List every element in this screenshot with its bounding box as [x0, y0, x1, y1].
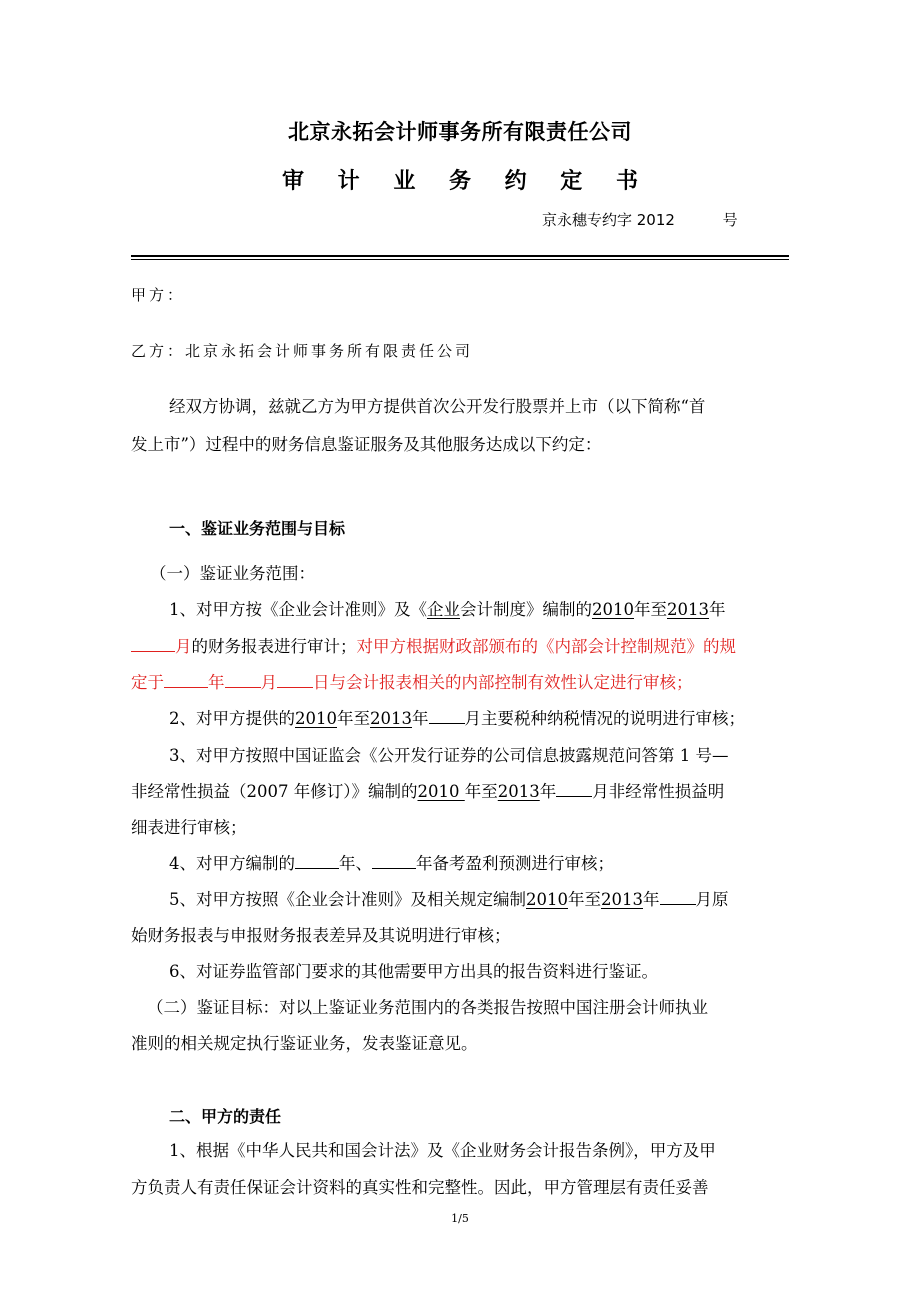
- blank-month: [131, 637, 175, 652]
- scope-subheading: （一）鉴证业务范围：: [150, 564, 315, 583]
- header-rule-thin: [131, 259, 789, 260]
- scope-item-6: 6、对证券监管部门要求的其他需要甲方出具的报告资料进行鉴证。: [169, 962, 658, 981]
- scope-item-3-line-2: 非经常性损益（2007 年修订）》编制的2010 年至2013年 月非经常性损益明: [131, 782, 725, 801]
- document-title: 审 计 业 务 约 定 书: [282, 169, 651, 194]
- blank-day: [277, 673, 313, 688]
- scope-item-5-line-1: 5、对甲方按照《企业会计准则》及相关规定编制2010年至2013年 月原: [169, 890, 729, 909]
- responsibility-line-2: 方负责人有责任保证会计资料的真实性和完整性。因此，甲方管理层有责任妥善: [131, 1178, 709, 1197]
- objective-line-2: 准则的相关规定执行鉴证业务，发表鉴证意见。: [131, 1034, 478, 1053]
- blank-month: [556, 782, 592, 797]
- blank-year: [164, 673, 208, 688]
- objective-line-1: （二）鉴证目标：对以上鉴证业务范围内的各类报告按照中国注册会计师执业: [147, 998, 708, 1017]
- scope-item-3-line-1: 3、对甲方按照中国证监会《公开发行证券的公司信息披露规范问答第 1 号—: [169, 746, 729, 765]
- blank-year: [295, 854, 339, 869]
- intro-line-1: 经双方协调，兹就乙方为甲方提供首次公开发行股票并上市（以下简称“首: [169, 397, 706, 416]
- blank-year: [372, 854, 416, 869]
- page-number: 1/5: [451, 1212, 469, 1225]
- intro-line-2: 发上市”）过程中的财务信息鉴证服务及其他服务达成以下约定：: [131, 435, 602, 454]
- scope-item-5-line-2: 始财务报表与申报财务报表差异及其说明进行审核；: [131, 926, 511, 945]
- scope-item-1-line-3: 定于 年 月 日与会计报表相关的内部控制有效性认定进行审核；: [131, 673, 693, 692]
- header-rule-thick: [131, 255, 789, 257]
- blank-month: [225, 673, 261, 688]
- party-a: 甲方：: [131, 286, 186, 304]
- blank-month: [660, 890, 696, 905]
- company-title: 北京永拓会计师事务所有限责任公司: [288, 120, 632, 144]
- document-number: 京永穗专约字 2012 号: [542, 211, 738, 229]
- party-b: 乙方：北京永拓会计师事务所有限责任公司: [131, 342, 474, 360]
- responsibility-line-1: 1、根据《中华人民共和国会计法》及《企业财务会计报告条例》，甲方及甲: [169, 1141, 716, 1160]
- section-2-heading: 二、甲方的责任: [169, 1107, 282, 1126]
- scope-item-1-line-2: 月的财务报表进行审计；对甲方根据财政部颁布的《内部会计控制规范》的规: [131, 636, 791, 657]
- section-1-heading: 一、鉴证业务范围与目标: [169, 519, 346, 538]
- blank-month: [429, 709, 465, 724]
- scope-item-3-line-3: 细表进行审核；: [131, 818, 247, 837]
- scope-item-2: 2、对甲方提供的2010年至2013年 月主要税种纳税情况的说明进行审核；: [169, 709, 745, 728]
- scope-item-1-line-1: 1、对甲方按《企业会计准则》及《企业会计制度》编制的2010年至2013年: [169, 600, 726, 619]
- scope-item-4: 4、对甲方编制的 年、 年备考盈利预测进行审核；: [169, 854, 614, 873]
